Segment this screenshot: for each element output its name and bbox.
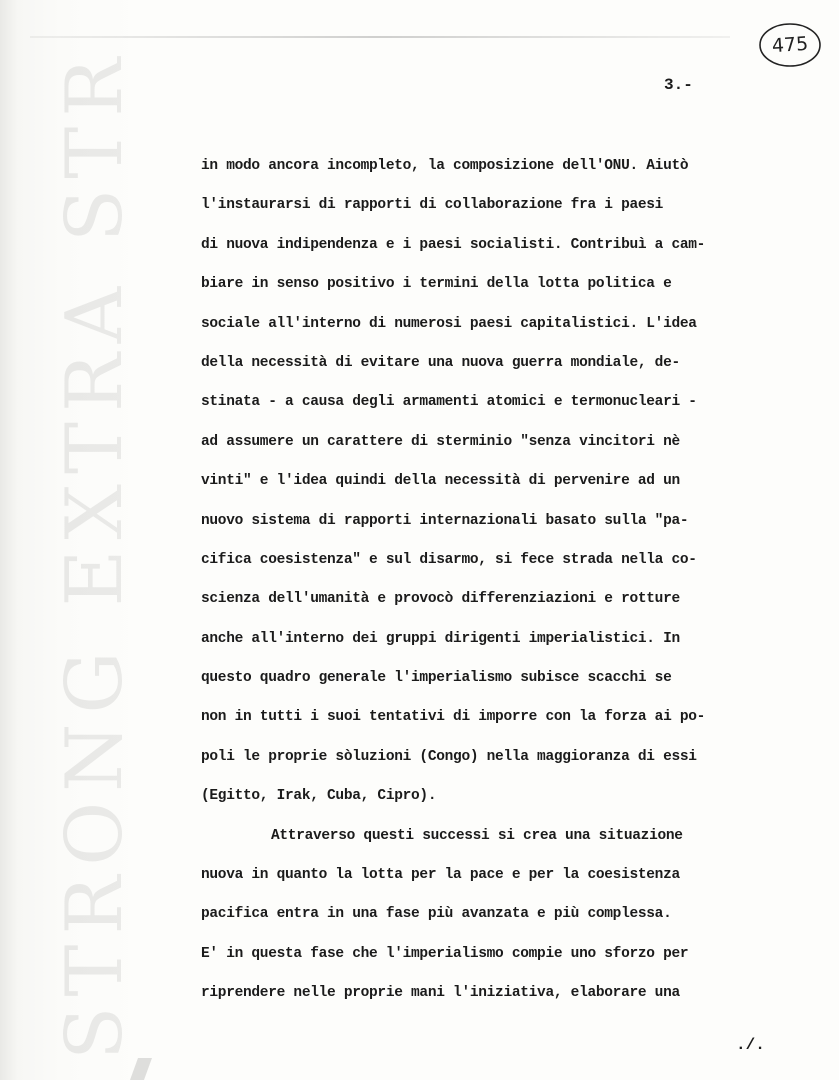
text-line: questo quadro generale l'imperialismo subisce scacchi se <box>201 670 672 687</box>
text-line: l'instaurarsi di rapporti di collaborazione fra i paesi <box>201 197 664 214</box>
text-line: stinata - a causa degli armamenti atomici e termonucleari - <box>201 394 697 411</box>
typed-text-block <box>201 147 781 1014</box>
text-line: riprendere nelle proprie mani l'iniziativa, elaborare una <box>201 985 680 1002</box>
text-line: sociale all'interno di numerosi paesi capitalistici. L'idea <box>201 315 697 332</box>
text-line: scienza dell'umanità e provocò differenziazioni e rotture <box>201 591 680 608</box>
continuation-mark: ./. <box>736 1036 765 1054</box>
text-line: non in tutti i suoi tentativi di imporre con la forza ai po- <box>201 709 706 726</box>
text-line: poli le proprie sòluzioni (Congo) nella maggioranza di essi <box>201 748 697 765</box>
page-number: 3.- <box>664 76 693 94</box>
paper-edge-shadow <box>30 36 730 38</box>
text-line: nuova in quanto la lotta per la pace e per la coesistenza <box>201 867 680 884</box>
text-line: biare in senso positivo i termini della lotta politica e <box>201 276 672 293</box>
text-line: pacifica entra in una fase più avanzata e più complessa. <box>201 906 672 923</box>
text-line: della necessità di evitare una nuova guerra mondiale, de- <box>201 354 680 371</box>
text-line: in modo ancora incompleto, la composizione dell'ONU. Aiutò <box>201 158 689 174</box>
text-line: cifica coesistenza" e sul disarmo, si fece strada nella co- <box>201 551 697 568</box>
paragraph-start-line: Attraverso questi successi si crea una situazione <box>271 827 683 844</box>
text-line: di nuova indipendenza e i paesi socialisti. Contribuì a cam- <box>201 236 706 253</box>
text-line: nuovo sistema di rapporti internazionali basato sulla "pa- <box>201 512 689 529</box>
watermark: STRONG EXTRA STR <box>50 47 140 1060</box>
stamp-number: 475 <box>771 32 809 58</box>
text-line: (Egitto, Irak, Cuba, Cipro). <box>201 788 437 805</box>
text-line: E' in questa fase che l'imperialismo compie uno sforzo per <box>201 945 689 962</box>
archive-stamp <box>758 22 822 68</box>
text-line: vinti" e l'idea quindi della necessità di pervenire ad un <box>201 473 680 490</box>
text-line: ad assumere un carattere di sterminio "senza vincitori nè <box>201 433 680 450</box>
paper-smudge <box>130 1058 152 1080</box>
text-line: anche all'interno dei gruppi dirigenti imperialistici. In <box>201 630 680 647</box>
